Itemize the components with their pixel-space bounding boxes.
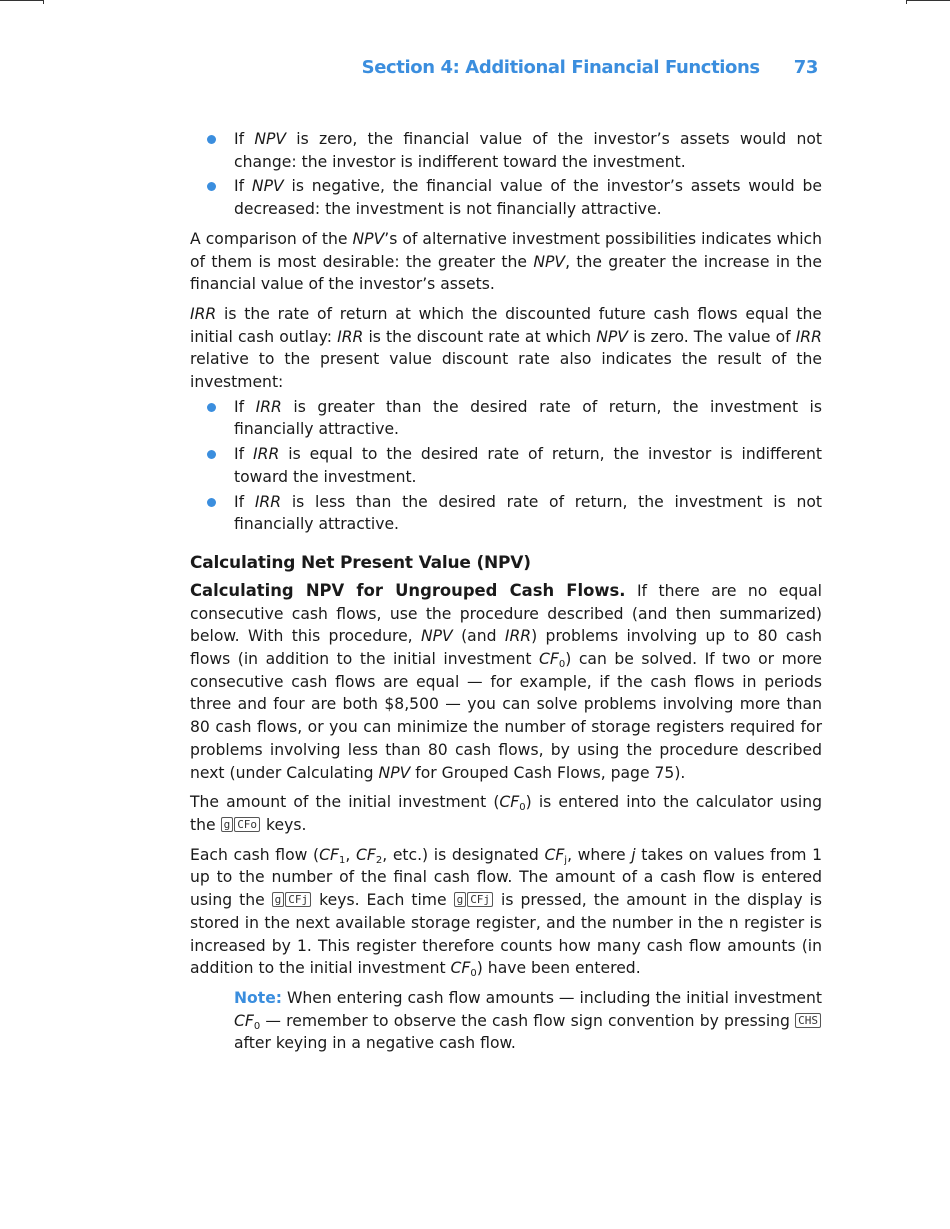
text-run: is zero. The value of: [627, 327, 796, 346]
subscript: j: [564, 854, 568, 866]
bullet-icon: [207, 498, 216, 507]
key-cfj-icon: CFj: [285, 892, 311, 907]
text-run: is pressed, the amount in the display is stored in the next available storage register, and the number in the n register is increased by 1. This register therefore counts how many cash flow amounts (in addition to the initial investment: [190, 891, 822, 978]
italic-term: IRR: [190, 304, 217, 323]
subscript: 0: [253, 1020, 261, 1032]
subscript: 1: [339, 854, 346, 866]
text-run: is the rate of return at which the discounted future cash flows equal the initial cash outlay:: [190, 304, 822, 346]
page-number: 73: [793, 57, 818, 78]
note-label: Note:: [234, 988, 283, 1007]
text-run: takes on values from 1 up to the number of the final cash flow. The amount of a cash flow is entered using the: [190, 845, 822, 910]
text-run: The amount of the initial investment (: [190, 793, 500, 812]
text-run: ,: [345, 845, 356, 864]
italic-term: CF: [450, 959, 471, 978]
italic-term: IRR: [795, 327, 822, 346]
italic-term: CF: [234, 1011, 254, 1030]
text-run: , etc.) is designated: [382, 845, 545, 864]
text-run: When entering cash flow amounts — including the initial investment: [282, 988, 822, 1007]
page-header: [190, 57, 818, 78]
run-in-heading: Calculating NPV for Ungrouped Cash Flows.: [190, 580, 626, 600]
subscript: 0: [470, 968, 477, 980]
text-run: If: [234, 492, 255, 511]
italic-term: NPV: [420, 627, 453, 646]
text-run: is less than the desired rate of return, the investment is not financially attractive.: [234, 492, 823, 534]
italic-term: NPV: [378, 763, 411, 782]
text-run: is the discount rate at which: [363, 327, 597, 346]
note-paragraph: [234, 987, 822, 1055]
text-run: If: [234, 177, 252, 196]
text-run: , the greater the increase in the financial value of the investor’s assets.: [190, 252, 822, 294]
text-run: ) can be solved. If two or more consecutive cash flows are equal — for example, if the cash flows in periods three and four are both $8,500 — you can solve problems involving more than 80 cash flows, or you can minimize the number of storage registers required for problems involving less than 80 cash flows, by using the procedure described next (under Calculating: [190, 650, 822, 782]
italic-term: NPV: [352, 229, 385, 248]
text-run: is zero, the financial value of the investor’s assets would not change: the investor is indifferent toward the investment.: [234, 130, 823, 171]
section-heading: Calculating Net Present Value (NPV): [190, 552, 531, 573]
italic-term: CF: [499, 793, 520, 812]
text-run: ) problems involving up to 80 cash flows (in addition to the initial investment: [190, 627, 823, 669]
text-run: , where: [567, 845, 632, 864]
bullet-item: [190, 128, 822, 173]
text-run: If: [234, 130, 255, 148]
text-run: A comparison of the: [190, 229, 353, 248]
text-run: — remember to observe the cash flow sign convention by pressing: [260, 1011, 796, 1030]
bullet-item: [190, 396, 822, 441]
italic-term: j: [631, 845, 636, 864]
italic-term: IRR: [253, 445, 280, 464]
italic-term: IRR: [504, 627, 532, 646]
italic-term: NPV: [251, 177, 284, 196]
text-run: is negative, the financial value of the investor’s assets would be decreased: the investment is not financially attractive.: [234, 177, 822, 219]
text-run: ) have been entered.: [476, 959, 641, 978]
subscript: 0: [558, 659, 566, 671]
bullet-icon: [207, 403, 216, 412]
text-run: after keying in a negative cash flow.: [234, 1034, 516, 1053]
text-run: keys.: [261, 815, 307, 834]
key-g-icon: g: [221, 817, 234, 832]
text-run: (and: [452, 627, 505, 646]
key-cfo-icon: CFo: [234, 817, 260, 832]
crop-mark-left: [0, 0, 44, 1]
text-run: If: [234, 445, 254, 464]
text-run: ’s of alternative investment possibilities indicates which of them is most desirable: the greater the: [190, 229, 823, 271]
subscript: 0: [519, 802, 526, 814]
text-run: ) is entered into the calculator using the: [190, 793, 822, 834]
text-run: relative to the present value discount rate also indicates the result of the investment:: [190, 350, 822, 392]
text-run: is equal to the desired rate of return, the investor is indifferent toward the investment.: [234, 445, 822, 486]
bullet-item: [190, 491, 822, 536]
italic-term: CF: [355, 845, 376, 864]
bullet-icon: [207, 182, 216, 191]
text-run: is greater than the desired rate of return, the investment is financially attractive.: [234, 397, 823, 439]
text-run: for Grouped Cash Flows, page 75).: [410, 763, 686, 782]
italic-term: CF: [538, 650, 559, 669]
initial-investment-paragraph: [190, 791, 822, 836]
irr-paragraph: [190, 303, 822, 394]
bullet-icon: [207, 135, 216, 144]
npv-bullet-list: [190, 128, 822, 221]
italic-term: NPV: [533, 252, 566, 271]
italic-term: NPV: [596, 327, 628, 346]
italic-term: CF: [544, 845, 565, 864]
key-g-icon: g: [454, 892, 467, 907]
bullet-item: [190, 175, 822, 220]
ungrouped-paragraph: [190, 580, 822, 784]
key-chs-icon: CHS: [795, 1013, 821, 1028]
comparison-paragraph: [190, 228, 822, 296]
each-cash-flow-paragraph: [190, 844, 822, 980]
italic-term: NPV: [254, 130, 287, 148]
text-run: If: [234, 397, 256, 416]
text-run: keys. Each time: [312, 891, 454, 910]
page-content: [190, 128, 822, 1062]
italic-term: IRR: [255, 397, 282, 416]
italic-term: IRR: [254, 492, 282, 511]
key-g-icon: g: [272, 892, 285, 907]
italic-term: IRR: [337, 327, 364, 346]
irr-bullet-list: [190, 396, 822, 536]
text-run: If there are no equal consecutive cash flows, use the procedure described (and then summarized) below. With this procedure,: [190, 581, 822, 646]
bullet-icon: [207, 450, 216, 459]
text-run: Each cash flow (: [190, 845, 320, 864]
italic-term: CF: [319, 845, 339, 864]
bullet-item: [190, 443, 822, 488]
section-title: Section 4: Additional Financial Functions: [361, 57, 760, 78]
key-cfj-icon: CFj: [467, 892, 493, 907]
subscript: 2: [375, 854, 383, 866]
crop-mark-right: [906, 0, 950, 1]
